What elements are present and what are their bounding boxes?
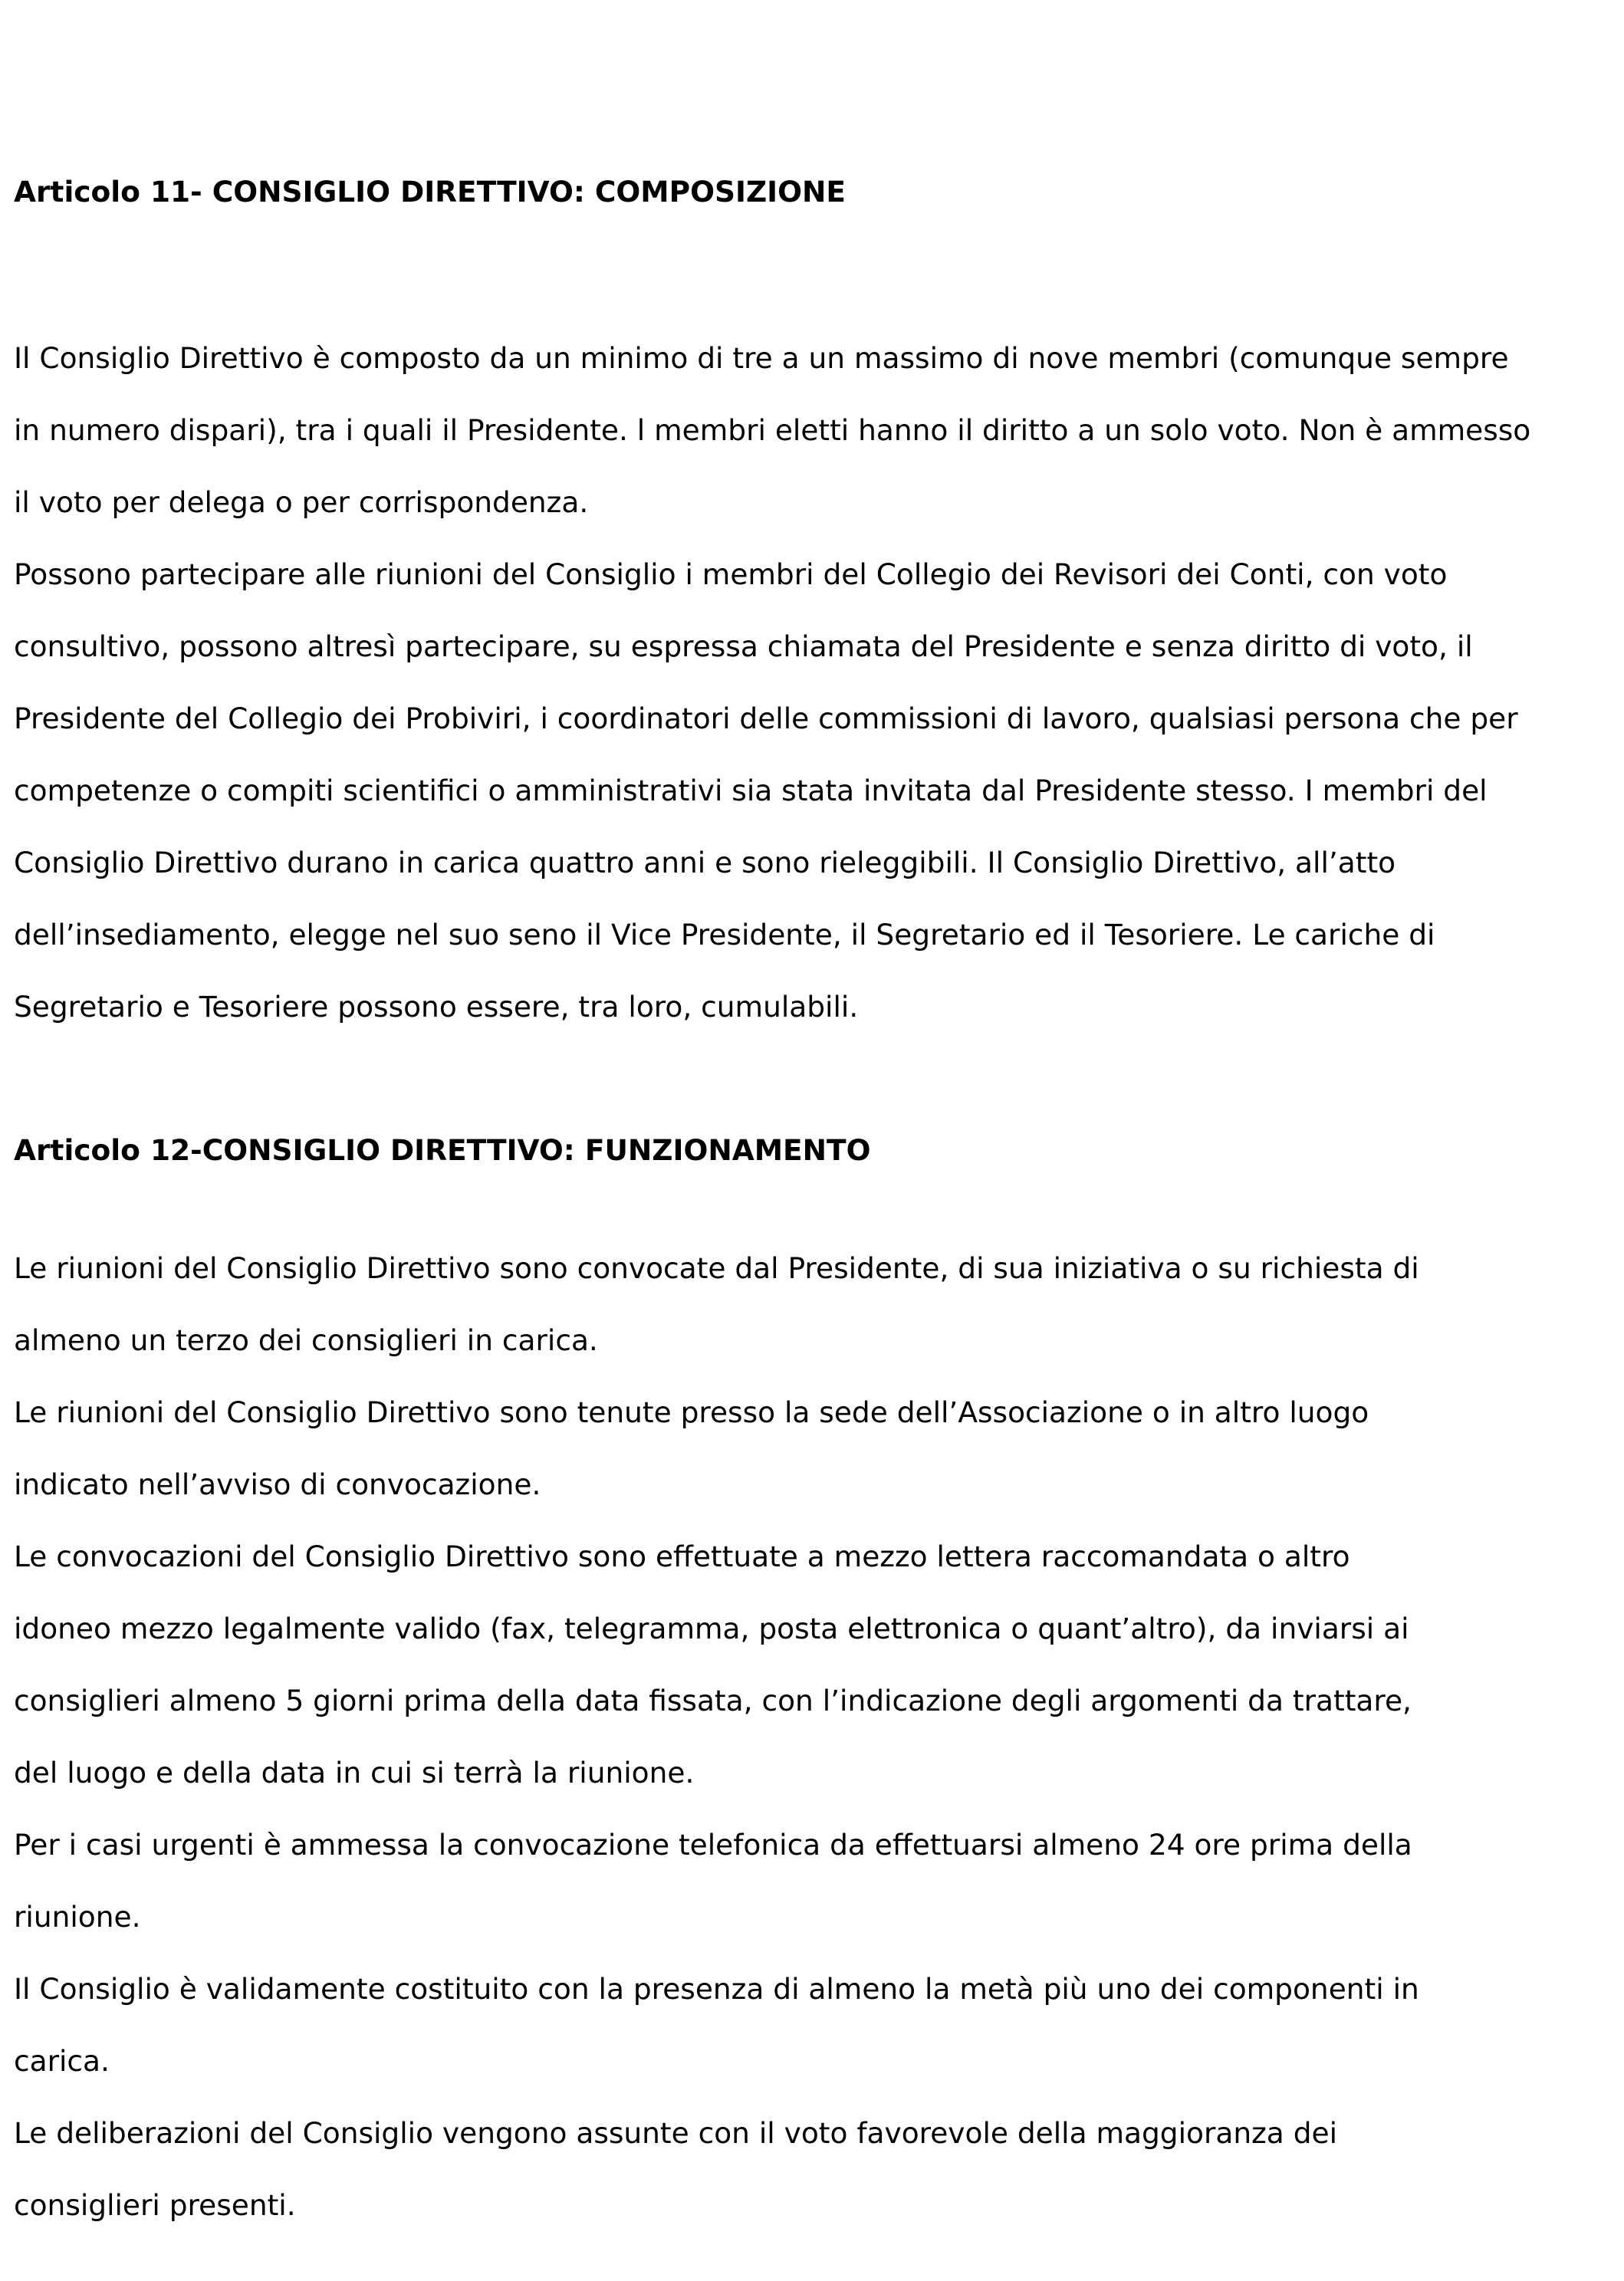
article-12-line-9: Per i casi urgenti è ammessa la convocazione telefonica da effettuarsi almeno 24 ore prima della (14, 1828, 1412, 1862)
article-12-line-7: consiglieri almeno 5 giorni prima della data fissata, con l’indicazione degli argomenti da trattare, (14, 1684, 1412, 1717)
article-12-line-5: Le convocazioni del Consiglio Direttivo sono effettuate a mezzo lettera raccomandata o altro (14, 1540, 1350, 1573)
article-12-line-4: indicato nell’avviso di convocazione. (14, 1468, 541, 1501)
article-11-line-6: Presidente del Collegio dei Probiviri, i coordinatori delle commissioni di lavoro, qualsiasi persona che per (14, 702, 1518, 735)
article-11-line-8: Consiglio Direttivo durano in carica quattro anni e sono rieleggibili. Il Consiglio Direttivo, all’atto (14, 846, 1396, 879)
article-11-line-10: Segretario e Tesoriere possono essere, tra loro, cumulabili. (14, 990, 859, 1024)
article-12-line-8: del luogo e della data in cui si terrà la riunione. (14, 1756, 695, 1790)
article-12-line-14: consiglieri presenti. (14, 2188, 296, 2222)
article-12-heading: Articolo 12-CONSIGLIO DIRETTIVO: FUNZIONAMENTO (14, 1133, 871, 1167)
article-11-heading: Articolo 11- CONSIGLIO DIRETTIVO: COMPOSIZIONE (14, 175, 846, 209)
article-12-line-3: Le riunioni del Consiglio Direttivo sono tenute presso la sede dell’Associazione o in altro luogo (14, 1395, 1369, 1429)
article-12-line-11: Il Consiglio è validamente costituito con la presenza di almeno la metà più uno dei componenti in (14, 1972, 1419, 2006)
article-12-line-12: carica. (14, 2044, 110, 2078)
article-11-line-1: Il Consiglio Direttivo è composto da un minimo di tre a un massimo di nove membri (comunque sempre (14, 341, 1509, 375)
article-12-line-2: almeno un terzo dei consiglieri in carica. (14, 1323, 598, 1357)
article-12-line-6: idoneo mezzo legalmente valido (fax, telegramma, posta elettronica o quant’altro), da inviarsi ai (14, 1612, 1409, 1645)
article-11-line-5: consultivo, possono altresì partecipare, su espressa chiamata del Presidente e senza diritto di voto, il (14, 629, 1473, 663)
article-11-line-4: Possono partecipare alle riunioni del Consiglio i membri del Collegio dei Revisori dei Conti, con voto (14, 557, 1448, 591)
article-11-line-3: il voto per delega o per corrispondenza. (14, 485, 589, 519)
article-12-line-10: riunione. (14, 1900, 141, 1934)
article-11-line-2: in numero dispari), tra i quali il Presidente. l membri eletti hanno il diritto a un solo voto. Non è ammesso (14, 413, 1531, 447)
article-11-line-9: dell’insediamento, elegge nel suo seno il Vice Presidente, il Segretario ed il Tesoriere. Le cariche di (14, 918, 1435, 952)
article-11-line-7: competenze o compiti scientifici o amministrativi sia stata invitata dal Presidente stesso. I membri del (14, 774, 1488, 807)
article-12-line-13: Le deliberazioni del Consiglio vengono assunte con il voto favorevole della maggioranza dei (14, 2116, 1337, 2150)
article-12-line-1: Le riunioni del Consiglio Direttivo sono convocate dal Presidente, di sua iniziativa o su richiesta di (14, 1251, 1419, 1285)
